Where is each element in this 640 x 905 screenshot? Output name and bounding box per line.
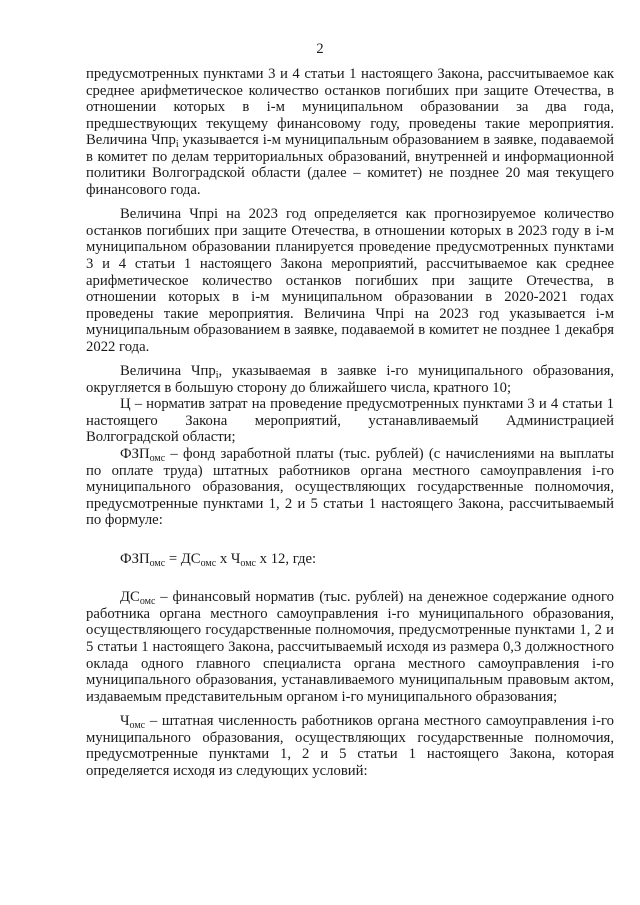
paragraph-6 [86,589,614,705]
p7-subscript: омс [129,720,146,732]
paragraph-2: Величина Чпрi на 2023 год определяется как прогнозируемое количество останков погибших при защите Отечества, в отношении которых в 2023 году в i-м муниципальном образовании планируется проведение предусмотренных пунктами 3 и 4 статьи 1 настоящего Закона мероприятий, рассчитываемое как среднее арифметическое количество останков погибших при защите Отечества, в отношении которых в i-м муниципальном образовании в 2020-2021 годах проведены такие мероприятия. Величина Чпрi на 2023 год указывается i-м муниципальным образованием в заявке, подаваемой в комитет не позднее 1 декабря 2022 года. [86,206,614,355]
formula-b: = ДС [165,550,201,567]
p7-text-a: Ч [120,713,130,730]
p6-subscript: омс [139,596,156,608]
formula-b-sub: омс [200,557,217,569]
paragraph-7 [86,713,614,779]
paragraph-3 [86,363,614,396]
formula [86,551,614,568]
formula-d: х 12, где: [256,550,317,567]
p1-subscript: i [175,139,179,151]
p3-subscript: i [215,370,219,382]
p6-text-a: ДС [120,589,140,606]
p3-text-b: , указываемая в заявке i-го муниципального образования, округляется в большую сторону до ближайшего числа, кратного 10; [86,363,614,396]
formula-c: х Ч [216,550,241,567]
p1-text-a: предусмотренных пунктами 3 и 4 статьи 1 настоящего Закона, рассчитываемое как среднее арифметическое количество останков погибших при защите Отечества, в отношении которых в i-м муниципальном образовании за два года, предшествующих текущему финансовому году, проведены такие мероприятия. Величина Чпр [86,66,614,149]
paragraph-4: Ц – норматив затрат на проведение предусмотренных пунктами 3 и 4 статьи 1 настоящего Закона мероприятий, устанавливаемый Администрацией Волгоградской области; [86,396,614,446]
p5-text-a: ФЗП [120,446,150,463]
paragraph-5 [86,446,614,529]
formula-a: ФЗП [120,550,150,567]
p6-text-b: – финансовый норматив (тыс. рублей) на денежное содержание одного работника органа местного самоуправления i-го муниципального образования, осуществляющего государственные полномочия, предусмотренные пунктами 1, 2 и 5 статьи 1 настоящего Закона, рассчитываемый исходя из размера 0,3 должностного оклада одного главного специалиста органа местного самоуправления i-го муниципального образования, устанавливаемого муниципальным правовым актом, издаваемым представительным органом i-го муниципального образования; [86,589,614,705]
p7-text-b: – штатная численность работников органа местного самоуправления i-го муниципального образования, осуществляющих государственные полномочия, предусмотренные пунктами 1, 2 и 5 статьи 1 настоящего Закона, которая определяется исходя из следующих условий: [86,713,614,779]
p5-text-b: – фонд заработной платы (тыс. рублей) (с начислениями на выплаты по оплате труда) штатных работников органа местного самоуправления i-го муниципального образования, осуществляющих государственные полномочия, предусмотренные пунктами 1, 2 и 5 статьи 1 настоящего Закона, рассчитываемый по формуле: [86,446,614,529]
p3-text-a: Величина Чпр [120,363,216,380]
document-body [86,66,614,779]
p1-text-b: указывается i-м муниципальным образованием в заявке, подаваемой в комитет по делам территориальных образований, внутренней и информационной политики Волгоградской области (далее – комитет) не позднее 20 мая текущего финансового года. [86,132,614,198]
formula-c-sub: омс [240,557,256,569]
formula-a-sub: омс [149,557,166,569]
paragraph-1 [86,66,614,198]
p5-subscript: омс [149,453,166,465]
page-number: 2 [316,41,324,57]
